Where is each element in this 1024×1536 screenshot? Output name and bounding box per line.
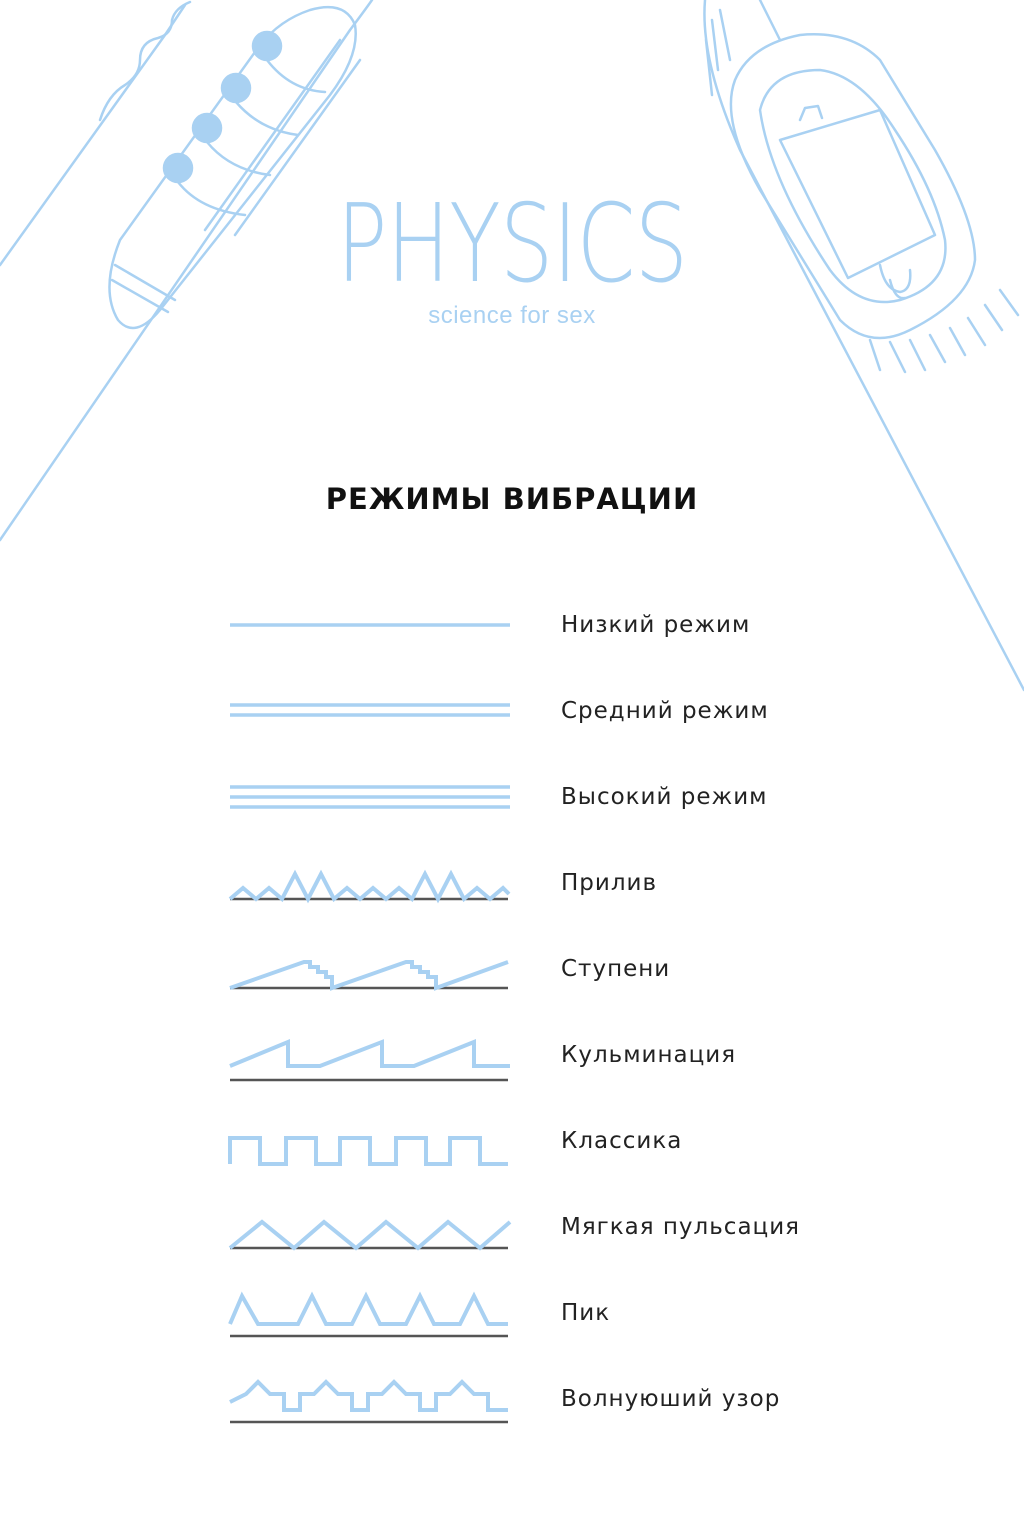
mode-label: Классика (561, 1128, 683, 1154)
mode-item (228, 590, 848, 660)
page-heading: РЕЖИМЫ ВИБРАЦИИ (325, 482, 699, 516)
mode-item (228, 848, 848, 918)
triple-line-icon (228, 762, 518, 832)
mode-label: Прилив (561, 870, 658, 896)
mode-item (228, 1364, 848, 1434)
mode-item (228, 1106, 848, 1176)
brand-title: PHYSICS (336, 182, 688, 307)
steps-wave-icon (228, 934, 518, 1004)
surge-wave-icon (228, 848, 518, 918)
mode-label: Пик (561, 1300, 611, 1326)
mode-label: Низкий режим (561, 612, 751, 638)
mode-label: Высокий режим (561, 784, 768, 810)
mode-item (228, 1192, 848, 1262)
mode-label: Ступени (561, 956, 671, 982)
double-line-icon (228, 676, 518, 746)
mode-item (228, 762, 848, 832)
peak-wave-icon (228, 1278, 518, 1348)
soft-pulse-wave-icon (228, 1192, 518, 1262)
single-line-icon (228, 590, 518, 660)
climax-wave-icon (228, 1020, 518, 1090)
square-wave-icon (228, 1106, 518, 1176)
mode-item (228, 934, 848, 1004)
mode-item (228, 1020, 848, 1090)
mode-label: Средний режим (561, 698, 769, 724)
mode-item (228, 1278, 848, 1348)
mode-label: Кульминация (561, 1042, 737, 1068)
mode-item (228, 676, 848, 746)
mode-label: Волнуюший узор (561, 1386, 781, 1412)
wave-pattern-icon (228, 1364, 518, 1434)
mode-label: Мягкая пульсация (561, 1214, 800, 1240)
brand-tagline: science for sex (428, 302, 596, 329)
